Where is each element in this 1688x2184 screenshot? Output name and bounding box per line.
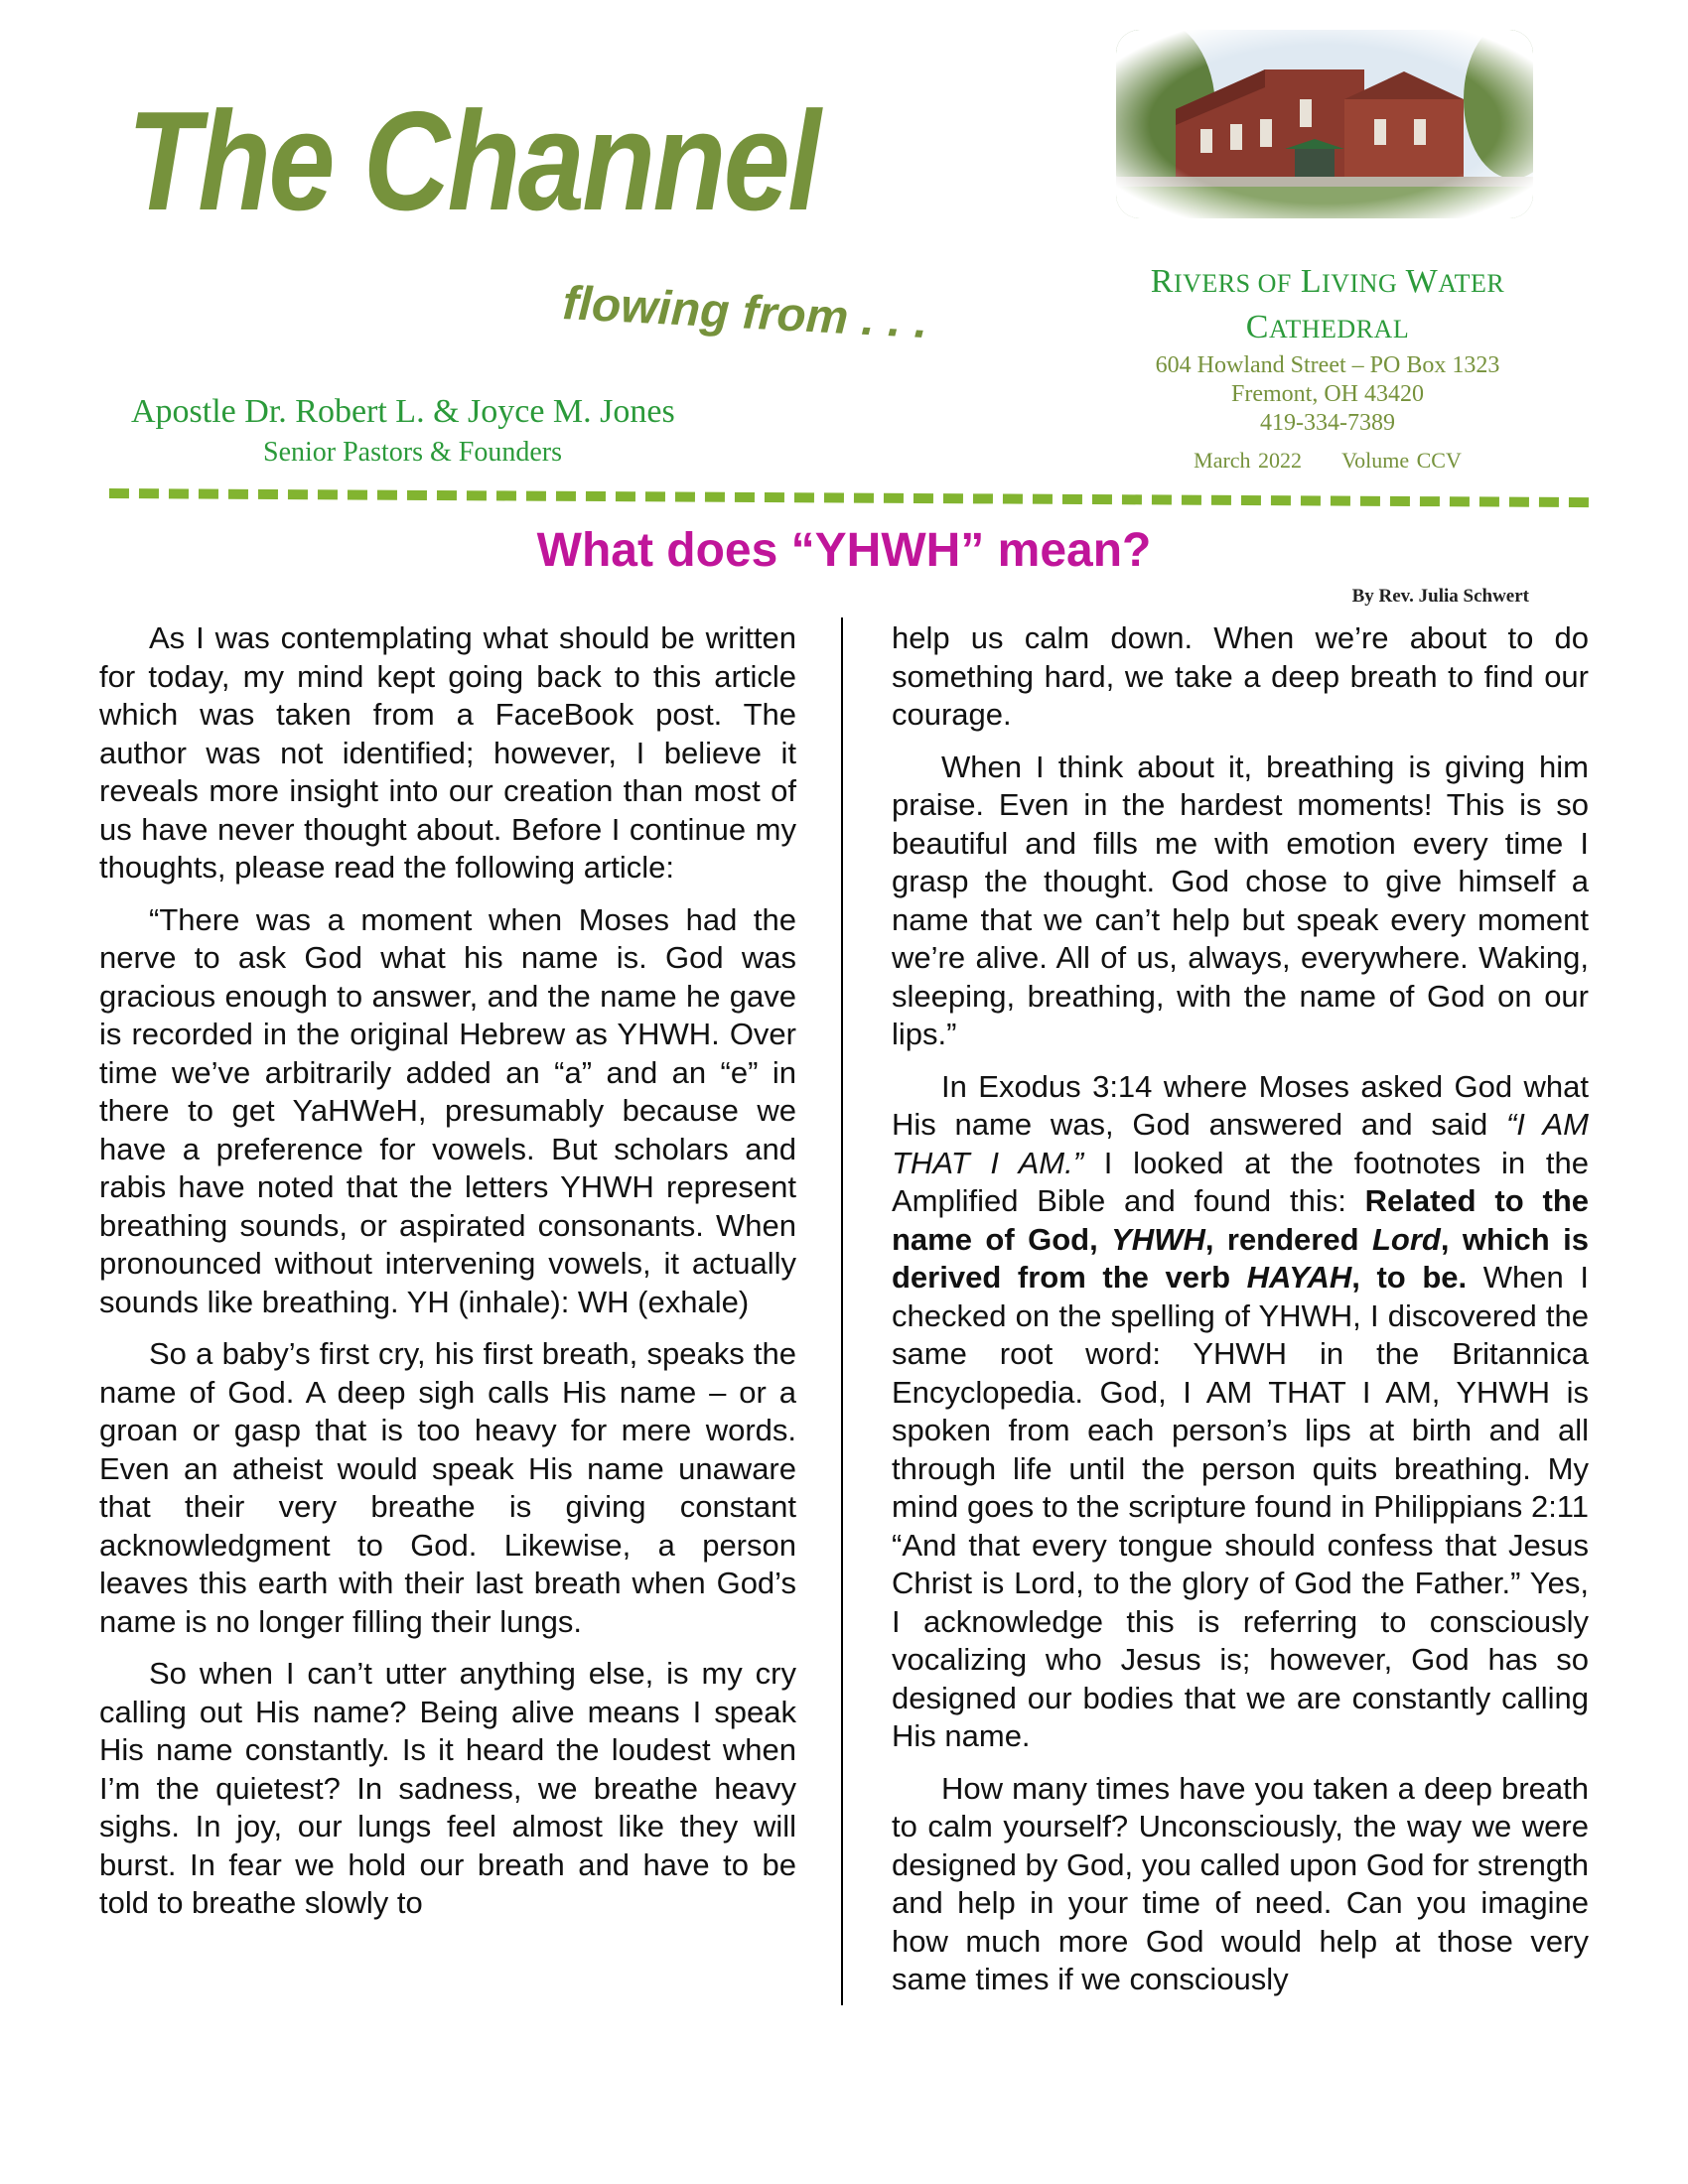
article-paragraph: How many times have you taken a deep breath to calm yourself? Unconsciously, the way we were designed by God, you called upon God for strength and help in your time of need. Can you imagine how much more God would help at those very same times if we consciously — [892, 1770, 1589, 1996]
article-paragraph: In Exodus 3:14 where Moses asked God what His name was, God answered and said “I AM THAT I AM.” I looked at the footnotes in the Amplified Bible and found this: Related to the name of God, YHWH, rendered Lord, which is derived from the verb HAYAH, to be. When I checked on the spelling of YHWH, I discovered the same root word: YHWH in the Britannica Encyclopedia. God, I AM THAT I AM, YHWH is spoken from each person’s lips at birth and all through life until the person quits breathing. My mind goes to the scripture found in Philippians 2:11 “And that every tongue should confess that Jesus Christ is Lord, to the glory of God the Father.” Yes, I acknowledge this is referring to consciously vocalizing who Jesus is; however, God has so designed our bodies that we are constantly calling His name. — [892, 1068, 1589, 1753]
article-paragraph: So when I can’t utter anything else, is my cry calling out His name? Being alive means I speak His name constantly. Is it heard the loudest when I’m the quietest? In sadness, we breathe heavy sighs. In joy, our lungs feel almost like they will burst. In fear we hold our breath and have to be told to breathe slowly to — [99, 1656, 796, 1920]
newsletter-subtitle: flowing from . . . — [561, 277, 929, 349]
issue-info — [1064, 446, 1591, 476]
article-column-right — [892, 619, 1589, 2013]
article-paragraph: help us calm down. When we’re about to do something hard, we take a deep breath to find our courage. — [892, 620, 1589, 732]
article-paragraph: When I think about it, breathing is giving him praise. Even in the hardest moments! This is so beautiful and fills me with emotion every time I grasp the thought. God chose to give himself a name that we can’t help but speak every moment we’re alive. All of us, always, everywhere. Waking, sleeping, breathing, with the name of God on our lips.” — [892, 749, 1589, 1051]
church-address: 604 Howland Street – PO Box 1323 — [1155, 352, 1500, 378]
church-photo — [1116, 30, 1533, 218]
church-city: Fremont, OH 43420 — [1231, 381, 1424, 407]
pastors-role: Senior Pastors & Founders — [263, 437, 562, 468]
article-column-left — [99, 619, 796, 1937]
newsletter-title: The Channel — [127, 82, 819, 240]
article-paragraph: So a baby’s first cry, his first breath, speaks the name of God. A deep sigh calls His name – or a groan or gasp that is too heavy for mere words. Even an atheist would speak His name unaware that their very breathe is giving constant acknowledgment to God. Likewise, a person leaves this earth with their last breath when God’s name is no longer filling their lungs. — [99, 1336, 796, 1639]
church-phone: 419-334-7389 — [1260, 410, 1395, 436]
pastors-names: Apostle Dr. Robert L. & Joyce M. Jones — [131, 393, 675, 430]
article-byline: By Rev. Julia Schwert — [1351, 586, 1529, 607]
article-paragraph: “There was a moment when Moses had the nerve to ask God what his name is. God was gracious enough to answer, and the name he gave is recorded in the original Hebrew as YHWH. Over time we’ve arbitrarily added an “a” and an “e” in there to get YaHWeH, presumably because we have a preference for vowels. But scholars and rabis have noted that the letters YHWH represent breathing sounds, or aspirated consonants. When pronounced without intervening vowels, it actually sounds like breathing. YH (inhale): WH (exhale) — [99, 901, 796, 1319]
article-paragraph: As I was contemplating what should be written for today, my mind kept going back to this article which was taken from a FaceBook post. The author was not identified; however, I believe it reveals more insight into our creation than most of us have never thought about. Before I continue my thoughts, please read the following article: — [99, 620, 796, 885]
church-name: RIVERS OF LIVING WATER CATHEDRAL — [1150, 263, 1505, 345]
church-info — [1064, 260, 1591, 476]
issue-date: March 2022 — [1194, 448, 1303, 473]
column-divider — [841, 617, 843, 2005]
issue-volume: Volume CCV — [1341, 448, 1462, 473]
article-title: What does “YHWH” mean? — [536, 524, 1152, 577]
header-divider — [109, 488, 1589, 517]
